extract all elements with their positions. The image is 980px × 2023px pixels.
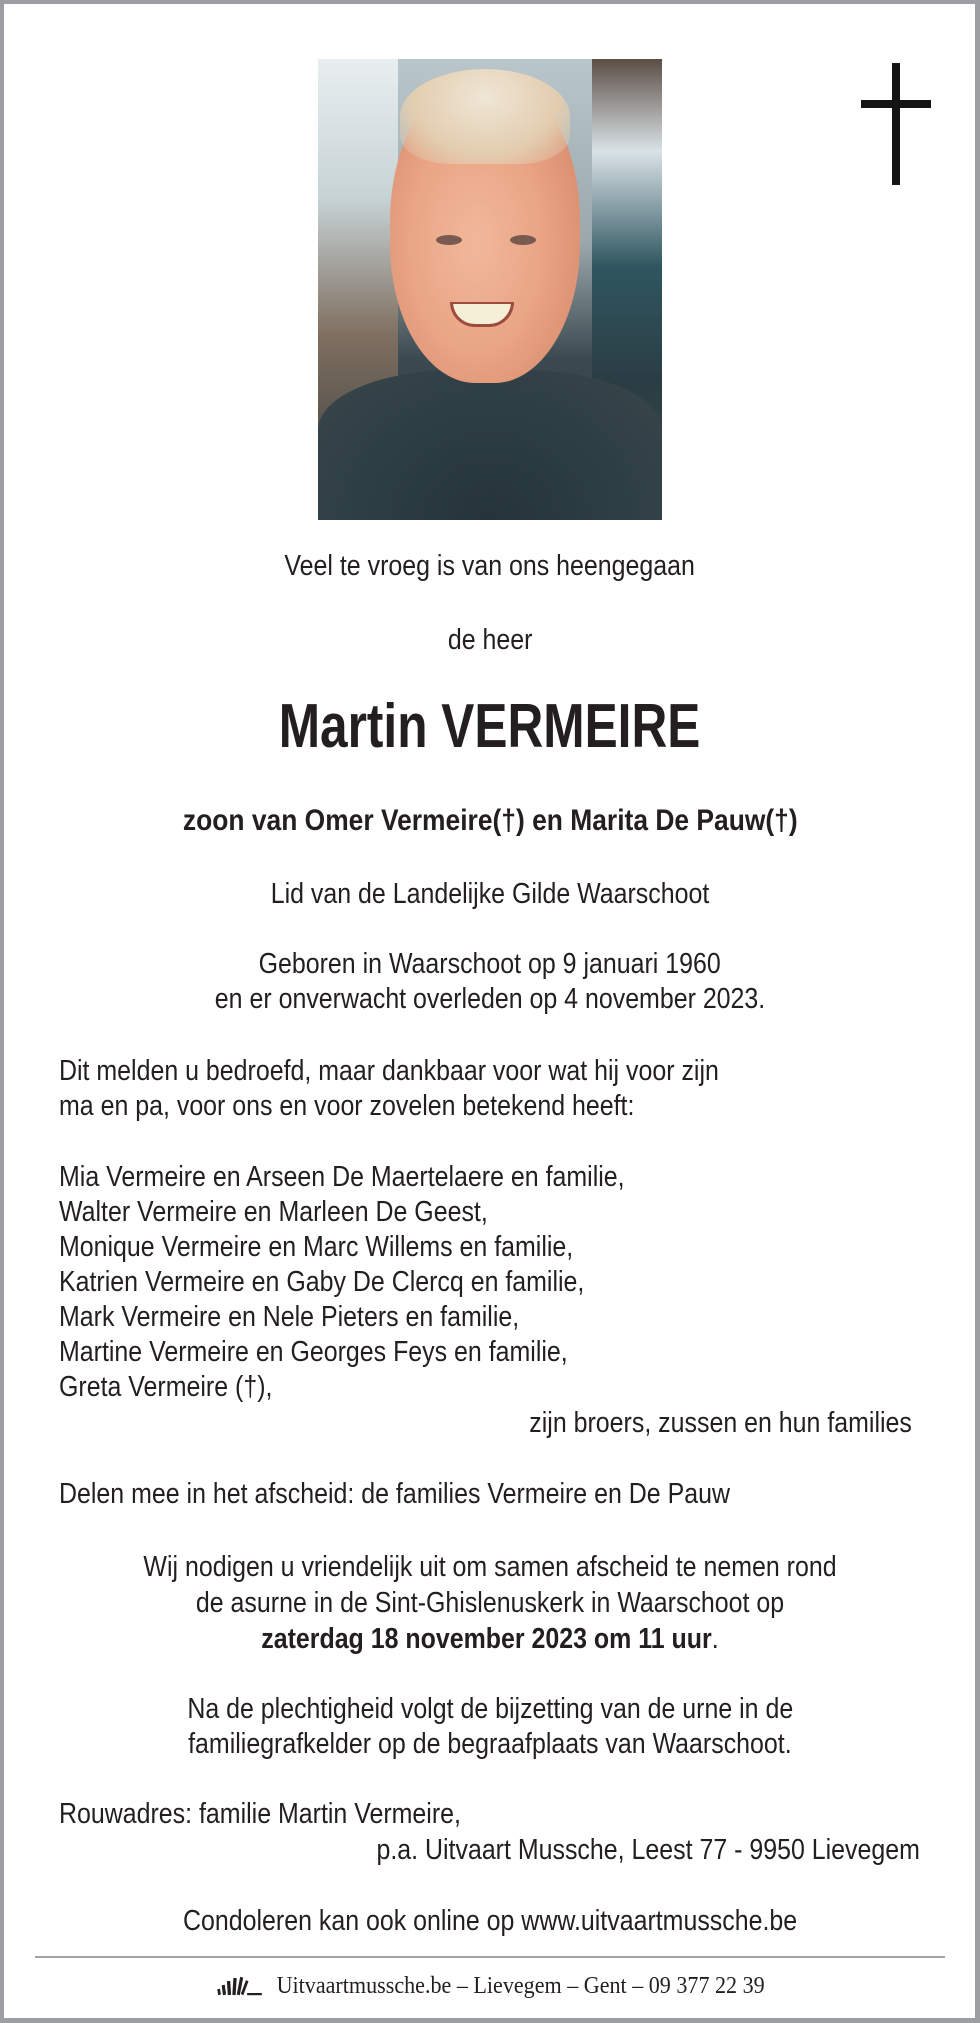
invitation-datetime: zaterdag 18 november 2023 om 11 uur. (261, 1623, 719, 1655)
uitvaart-mussche-logo-icon (216, 1974, 264, 1996)
invitation-line-2: de asurne in de Sint-Ghislenuskerk in Waarschoot op (195, 1587, 785, 1619)
photo-hair (400, 69, 570, 164)
burial-line-1: Na de plechtigheid volgt de bijzetting van de urne in de (187, 1693, 793, 1725)
photo-eye-right (510, 235, 536, 245)
portrait-photo (318, 59, 662, 520)
footer-divider (35, 1956, 945, 1958)
family-member: Katrien Vermeire en Gaby De Clercq en familie, (59, 1266, 585, 1298)
invitation-line-1: Wij nodigen u vriendelijk uit om samen afscheid te nemen rond (143, 1551, 837, 1583)
burial-line-2: familiegrafkelder op de begraafplaats van Waarschoot. (188, 1728, 792, 1760)
family-member: Mark Vermeire en Nele Pieters en familie, (59, 1301, 520, 1333)
photo-eye-left (436, 235, 462, 245)
family-member: Martine Vermeire en Georges Feys en familie, (59, 1336, 568, 1368)
cross-vertical-bar (892, 63, 900, 185)
address-line-2: p.a. Uitvaart Mussche, Leest 77 - 9950 Lievegem (376, 1834, 920, 1866)
parents-line: zoon van Omer Vermeire(†) en Marita De Pauw(†) (182, 804, 798, 837)
address-line-1: Rouwadres: familie Martin Vermeire, (59, 1798, 461, 1830)
sharing-line: Delen mee in het afscheid: de families Vermeire en De Pauw (59, 1478, 730, 1510)
footer-text: Uitvaartmussche.be – Lievegem – Gent – 09 377 22 39 (276, 1973, 765, 1999)
announcement-line-2: ma en pa, voor ons en voor zovelen betekend heeft: (59, 1090, 635, 1122)
family-member: Walter Vermeire en Marleen De Geest, (59, 1196, 488, 1228)
death-line: en er onverwacht overleden op 4 november 2023. (214, 983, 766, 1015)
photo-shirt (318, 370, 662, 520)
honorific: de heer (447, 624, 533, 656)
membership-line: Lid van de Landelijke Gilde Waarschoot (270, 878, 710, 910)
announcement-line-1: Dit melden u bedroefd, maar dankbaar voor wat hij voor zijn (59, 1055, 719, 1087)
family-member: Greta Vermeire (†), (59, 1371, 273, 1403)
intro-line: Veel te vroeg is van ons heengegaan (284, 550, 696, 582)
family-member: Mia Vermeire en Arseen De Maertelaere en familie, (59, 1161, 625, 1193)
deceased-name: Martin VERMEIRE (279, 692, 701, 761)
family-caption: zijn broers, zussen en hun families (529, 1407, 912, 1439)
birth-line: Geboren in Waarschoot op 9 januari 1960 (258, 948, 722, 980)
footer (0, 1966, 980, 2006)
family-member: Monique Vermeire en Marc Willems en familie, (59, 1231, 574, 1263)
ceremony-datetime: zaterdag 18 november 2023 om 11 uur (261, 1623, 712, 1655)
cross-horizontal-bar (861, 100, 931, 108)
condolences-line: Condoleren kan ook online op www.uitvaartmussche.be (182, 1905, 798, 1937)
